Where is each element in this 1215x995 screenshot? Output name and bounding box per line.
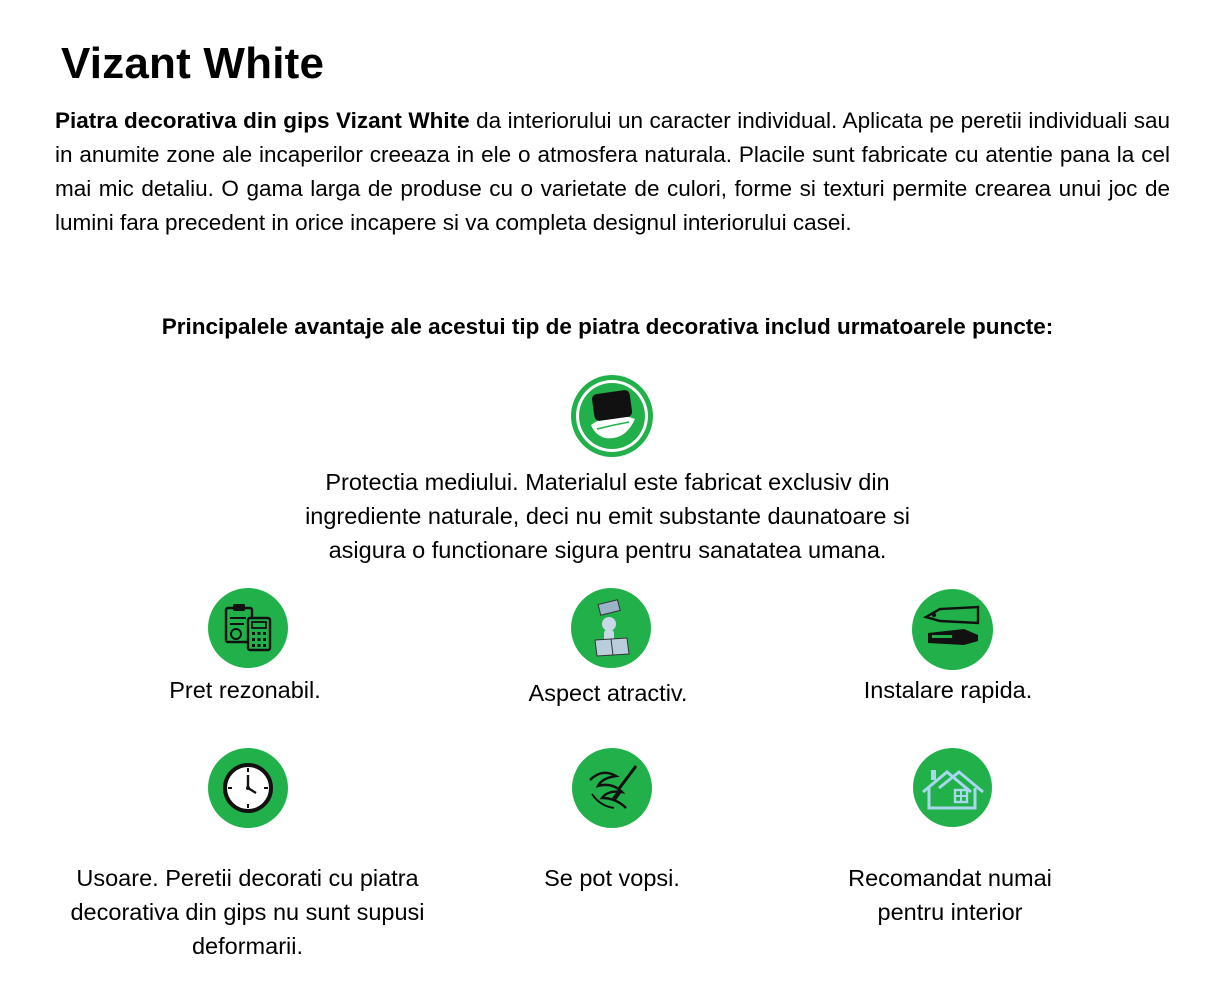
feature-price-caption: Pret rezonabil. bbox=[169, 677, 321, 703]
feature-interior-caption bbox=[800, 861, 1100, 929]
advantages-heading: Principalele avantaje ale acestui tip de piatra decorativa includ urmatoarele puncte: bbox=[161, 314, 1054, 339]
intro-paragraph bbox=[55, 104, 1170, 240]
intro-bold-lead: Piatra decorativa din gips Vizant White bbox=[55, 108, 470, 133]
feature-natural-line-1: Protectia mediului. Materialul este fabricat exclusiv din bbox=[325, 469, 890, 495]
trowel-tube-icon bbox=[912, 589, 993, 670]
intro-text: da interiorului un caracter individual. Aplicata pe peretii individuali sau in anumite zone ale incaperilor creeaza in ele o atmosfera naturala. Placile sunt fabricate cu atentie pana la cel mai mic detaliu. O gama larga de produse cu o varietate de culori, forme si texturi permite crearea unui joc de lumini fara precedent in orice incapere si va completa designul interiorului casei. bbox=[55, 108, 1170, 235]
house-icon bbox=[913, 748, 992, 827]
feature-light-line-2: decorativa din gips nu sunt supusi bbox=[70, 899, 425, 925]
feature-natural-caption bbox=[205, 465, 1010, 567]
feature-natural-line-2: ingrediente naturale, deci nu emit substante daunatoare si bbox=[305, 503, 910, 529]
clock-icon bbox=[208, 748, 288, 828]
feature-install-caption: Instalare rapida. bbox=[863, 677, 1033, 703]
page-title: Vizant White bbox=[61, 39, 325, 88]
feature-light-caption bbox=[40, 861, 455, 963]
feature-light-line-1: Usoare. Peretii decorati cu piatra bbox=[76, 865, 419, 891]
feature-aspect-caption: Aspect atractiv. bbox=[528, 680, 688, 706]
feature-interior-line-2: pentru interior bbox=[877, 899, 1023, 925]
natural-leaf-icon bbox=[571, 375, 653, 457]
paint-brush-icon bbox=[572, 748, 652, 828]
calculator-clipboard-icon bbox=[208, 588, 288, 668]
feature-paint-caption: Se pot vopsi. bbox=[544, 865, 680, 891]
feature-interior-line-1: Recomandat numai bbox=[848, 865, 1052, 891]
feature-natural-line-3: asigura o functionare sigura pentru sanatatea umana. bbox=[328, 537, 887, 563]
gift-box-icon bbox=[571, 588, 651, 668]
feature-light-line-3: deformarii. bbox=[191, 933, 303, 959]
